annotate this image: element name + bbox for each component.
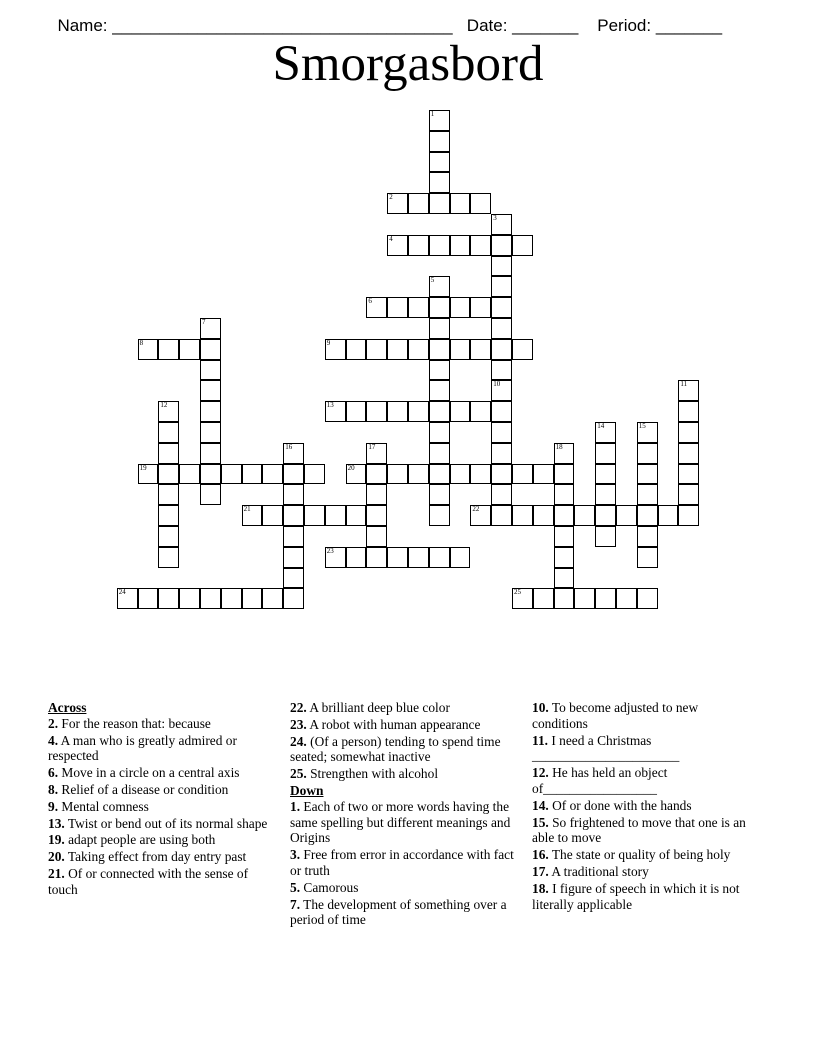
cell-number: 17 [368, 442, 376, 451]
grid-cell[interactable] [533, 464, 554, 485]
cell-number: 10 [493, 380, 501, 389]
grid-cell[interactable] [637, 547, 658, 568]
grid-cell[interactable] [450, 339, 471, 360]
grid-cell[interactable] [429, 110, 450, 131]
grid-cell[interactable] [304, 505, 325, 526]
page-title: Smorgasbord [272, 36, 544, 92]
grid-cell[interactable] [491, 318, 512, 339]
grid-cell[interactable] [346, 401, 367, 422]
grid-cell[interactable] [346, 505, 367, 526]
grid-cell[interactable] [491, 214, 512, 235]
grid-cell[interactable] [200, 339, 221, 360]
down-clue [532, 733, 757, 765]
grid-cell[interactable] [554, 484, 575, 505]
clue-number: 22. [290, 700, 307, 715]
clue-number: 1. [290, 798, 301, 814]
grid-cell[interactable] [491, 422, 512, 443]
across-clue [48, 765, 273, 781]
grid-cell[interactable] [408, 401, 429, 422]
grid-cell[interactable] [158, 443, 179, 464]
grid-cell[interactable] [429, 235, 450, 256]
clue-number: 16. [532, 847, 549, 863]
grid-cell[interactable] [304, 464, 325, 485]
down-heading: Down [290, 782, 324, 798]
grid-cell[interactable] [387, 193, 408, 214]
grid-cell[interactable] [533, 588, 554, 609]
grid-cell[interactable] [158, 526, 179, 547]
clue-number: 11. [532, 732, 548, 748]
cell-number: 3 [493, 214, 497, 222]
grid-cell[interactable] [450, 401, 471, 422]
grid-cell[interactable] [325, 547, 346, 568]
grid-cell[interactable] [491, 256, 512, 277]
grid-cell[interactable] [554, 505, 575, 526]
clue-number: 9. [48, 798, 59, 814]
cell-number: 7 [202, 318, 206, 326]
cell-number: 15 [638, 422, 646, 430]
grid-cell[interactable] [450, 464, 471, 485]
clue-text: He has held an object of_________________ [532, 765, 668, 796]
cell-number: 25 [514, 588, 521, 597]
grid-cell[interactable] [637, 464, 658, 485]
clue-text: Each of two or more words having the same spelling but different meanings and Origins [290, 798, 511, 846]
grid-cell[interactable] [117, 588, 138, 609]
cell-number: 1 [430, 110, 435, 118]
name-label: Name: [57, 16, 113, 35]
clue-number: 23. [290, 716, 307, 732]
across-clue [48, 799, 273, 815]
grid-cell[interactable] [470, 401, 491, 422]
clue-text: To become adjusted to new conditions [532, 700, 699, 731]
grid-cell[interactable] [678, 464, 699, 485]
period-blank[interactable]: _______ [655, 16, 723, 35]
grid-cell[interactable] [262, 464, 283, 485]
clue-text: (Of a person) tending to spend time seated; somewhat inactive [290, 733, 501, 765]
clue-text: A traditional story [551, 863, 649, 879]
grid-cell[interactable] [242, 464, 263, 485]
clue-number: 24. [290, 733, 307, 749]
cell-number: 8 [139, 338, 144, 347]
down-clue [290, 799, 515, 846]
clue-text: Mental comness [61, 798, 149, 814]
grid-cell[interactable] [678, 422, 699, 443]
grid-cell[interactable] [429, 193, 450, 214]
clue-number: 8. [48, 781, 59, 797]
grid-cell[interactable] [470, 297, 491, 318]
grid-cell[interactable] [470, 464, 491, 485]
across-clue [48, 832, 273, 848]
grid-cell[interactable] [200, 484, 221, 505]
clue-number: 18. [532, 880, 549, 896]
grid-cell[interactable] [429, 464, 450, 485]
grid-cell[interactable] [200, 360, 221, 381]
grid-cell[interactable] [595, 526, 616, 547]
grid-cell[interactable] [262, 505, 283, 526]
grid-cell[interactable] [138, 464, 159, 485]
grid-cell[interactable] [346, 547, 367, 568]
grid-cell[interactable] [678, 484, 699, 505]
grid-cell[interactable] [637, 422, 658, 443]
clue-number: 20. [48, 849, 65, 865]
grid-cell[interactable] [616, 505, 637, 526]
grid-cell[interactable] [283, 526, 304, 547]
clue-text: For the reason that: because [61, 715, 211, 731]
clue-text: The state or quality of being holy [551, 847, 731, 863]
grid-cell[interactable] [179, 464, 200, 485]
grid-cell[interactable] [470, 193, 491, 214]
grid-cell[interactable] [554, 464, 575, 485]
grid-cell[interactable] [158, 422, 179, 443]
across-clue [48, 866, 273, 898]
grid-cell[interactable] [283, 588, 304, 609]
clue-text: A brilliant deep blue color [309, 700, 450, 715]
grid-cell[interactable] [429, 172, 450, 193]
cell-number: 9 [326, 338, 331, 347]
grid-cell[interactable] [158, 547, 179, 568]
grid-cell[interactable] [179, 588, 200, 609]
clue-text: So frightened to move that one is an able to move [532, 814, 746, 846]
grid-cell[interactable] [325, 401, 346, 422]
grid-cell[interactable] [678, 380, 699, 401]
clue-number: 25. [290, 766, 307, 782]
clue-number: 14. [532, 797, 549, 813]
grid-cell[interactable] [637, 526, 658, 547]
grid-cell[interactable] [429, 380, 450, 401]
grid-cell[interactable] [408, 235, 429, 256]
grid-cell[interactable] [200, 380, 221, 401]
grid-cell[interactable] [429, 339, 450, 360]
grid-cell[interactable] [200, 588, 221, 609]
grid-cell[interactable] [429, 297, 450, 318]
grid-cell[interactable] [346, 339, 367, 360]
grid-cell[interactable] [512, 339, 533, 360]
grid-cell[interactable] [595, 464, 616, 485]
clue-text: Free from error in accordance with fact or truth [290, 847, 514, 878]
cell-number: 12 [160, 401, 168, 410]
across-clue [48, 849, 273, 865]
clue-text: A robot with human appearance [309, 716, 481, 732]
grid-cell[interactable] [429, 276, 450, 297]
across-clue [48, 733, 273, 765]
clue-text: adapt people are using both [68, 832, 216, 848]
date-label: Date: [466, 16, 513, 35]
clue-text: Relief of a disease or condition [61, 781, 229, 797]
clue-number: 21. [48, 865, 65, 881]
clue-text: A man who is greatly admired or respected [48, 732, 237, 764]
grid-cell[interactable] [158, 484, 179, 505]
grid-cell[interactable] [242, 588, 263, 609]
grid-cell[interactable] [512, 588, 533, 609]
grid-cell[interactable] [429, 401, 450, 422]
grid-cell[interactable] [450, 297, 471, 318]
grid-cell[interactable] [387, 339, 408, 360]
grid-cell[interactable] [221, 588, 242, 609]
clue-number: 4. [48, 732, 59, 748]
down-clue [532, 700, 757, 732]
down-clue [532, 815, 757, 847]
name-blank[interactable]: ____________________________________ [112, 16, 453, 35]
grid-cell[interactable] [470, 235, 491, 256]
clue-text: Move in a circle on a central axis [61, 765, 240, 781]
cell-number: 13 [326, 401, 334, 410]
grid-cell[interactable] [470, 339, 491, 360]
across-clue [290, 717, 515, 733]
grid-cell[interactable] [366, 526, 387, 547]
grid-cell[interactable] [325, 505, 346, 526]
grid-cell[interactable] [491, 297, 512, 318]
grid-cell[interactable] [200, 443, 221, 464]
grid-cell[interactable] [283, 484, 304, 505]
clue-text: Twist or bend out of its normal shape [67, 815, 268, 831]
grid-cell[interactable] [283, 568, 304, 589]
cell-number: 21 [243, 505, 251, 514]
clue-text: I need a Christmas ______________________ [532, 732, 680, 764]
clue-text: Taking effect from day entry past [67, 849, 247, 865]
grid-cell[interactable] [554, 547, 575, 568]
grid-cell[interactable] [221, 464, 242, 485]
across-clue [290, 700, 515, 716]
cell-number: 5 [430, 276, 435, 285]
grid-cell[interactable] [262, 588, 283, 609]
grid-cell[interactable] [512, 235, 533, 256]
cell-number: 16 [285, 442, 293, 451]
grid-cell[interactable] [533, 505, 554, 526]
grid-cell[interactable] [242, 505, 263, 526]
grid-cell[interactable] [200, 318, 221, 339]
grid-cell[interactable] [450, 547, 471, 568]
down-clue [532, 864, 757, 880]
grid-cell[interactable] [574, 505, 595, 526]
clue-number: 12. [532, 765, 549, 781]
grid-cell[interactable] [491, 484, 512, 505]
grid-cell[interactable] [408, 464, 429, 485]
grid-cell[interactable] [158, 588, 179, 609]
grid-cell[interactable] [637, 443, 658, 464]
grid-cell[interactable] [138, 588, 159, 609]
clue-number: 17. [532, 863, 549, 879]
grid-cell[interactable] [491, 464, 512, 485]
clue-text: Strengthen with alcohol [310, 766, 439, 782]
clue-number: 19. [48, 832, 65, 848]
grid-cell[interactable] [637, 588, 658, 609]
grid-cell[interactable] [470, 505, 491, 526]
clue-column-3 [532, 700, 757, 913]
grid-cell[interactable] [554, 526, 575, 547]
grid-cell[interactable] [491, 360, 512, 381]
grid-cell[interactable] [429, 422, 450, 443]
grid-cell[interactable] [366, 401, 387, 422]
grid-cell[interactable] [366, 339, 387, 360]
cell-number: 6 [368, 297, 372, 306]
period-label: Period: [597, 16, 656, 35]
grid-cell[interactable] [637, 484, 658, 505]
grid-cell[interactable] [429, 360, 450, 381]
cell-number: 23 [326, 546, 334, 555]
cell-number: 4 [389, 234, 393, 243]
cell-number: 11 [680, 380, 688, 389]
clue-number: 7. [290, 896, 301, 912]
clue-number: 13. [48, 815, 65, 831]
grid-cell[interactable] [200, 464, 221, 485]
grid-cell[interactable] [408, 193, 429, 214]
grid-cell[interactable] [158, 339, 179, 360]
clue-number: 15. [532, 814, 549, 830]
grid-cell[interactable] [283, 547, 304, 568]
down-clue [532, 798, 757, 814]
grid-cell[interactable] [491, 401, 512, 422]
cell-number: 14 [597, 422, 605, 430]
grid-cell[interactable] [429, 484, 450, 505]
grid-cell[interactable] [387, 547, 408, 568]
grid-cell[interactable] [450, 193, 471, 214]
date-blank[interactable]: _______ [512, 16, 579, 35]
grid-cell[interactable] [366, 547, 387, 568]
grid-cell[interactable] [158, 401, 179, 422]
clue-number: 10. [532, 700, 549, 715]
grid-cell[interactable] [366, 297, 387, 318]
grid-cell[interactable] [179, 339, 200, 360]
down-clue [290, 897, 515, 929]
across-heading: Across [48, 700, 87, 715]
grid-cell[interactable] [512, 464, 533, 485]
grid-cell[interactable] [595, 484, 616, 505]
grid-cell[interactable] [138, 339, 159, 360]
clue-number: 3. [290, 847, 301, 863]
grid-cell[interactable] [283, 505, 304, 526]
grid-cell[interactable] [491, 443, 512, 464]
down-clue [532, 847, 757, 863]
grid-cell[interactable] [491, 505, 512, 526]
grid-cell[interactable] [595, 422, 616, 443]
grid-cell[interactable] [366, 464, 387, 485]
down-clue [290, 880, 515, 896]
across-clue [48, 782, 273, 798]
grid-cell[interactable] [429, 131, 450, 152]
down-clue [532, 881, 757, 913]
grid-cell[interactable] [512, 505, 533, 526]
grid-cell[interactable] [408, 297, 429, 318]
grid-cell[interactable] [658, 505, 679, 526]
clue-text: I figure of speech in which it is not literally applicable [532, 880, 740, 912]
clue-text: Of or connected with the sense of touch [48, 865, 249, 897]
grid-cell[interactable] [429, 443, 450, 464]
grid-cell[interactable] [366, 505, 387, 526]
grid-cell[interactable] [595, 443, 616, 464]
grid-cell[interactable] [429, 318, 450, 339]
clue-text: The development of something over a period of time [290, 896, 507, 928]
across-clue [48, 716, 273, 732]
cell-number: 24 [118, 588, 126, 597]
grid-cell[interactable] [387, 235, 408, 256]
clue-column-1 [48, 700, 273, 899]
grid-cell[interactable] [325, 339, 346, 360]
grid-cell[interactable] [595, 505, 616, 526]
cell-number: 18 [555, 442, 563, 451]
grid-cell[interactable] [491, 339, 512, 360]
grid-cell[interactable] [283, 443, 304, 464]
grid-cell[interactable] [554, 443, 575, 464]
grid-cell[interactable] [595, 588, 616, 609]
grid-cell[interactable] [574, 588, 595, 609]
grid-cell[interactable] [491, 380, 512, 401]
grid-cell[interactable] [678, 443, 699, 464]
grid-cell[interactable] [450, 235, 471, 256]
grid-cell[interactable] [429, 547, 450, 568]
across-clue [48, 816, 273, 832]
across-clue [290, 766, 515, 782]
grid-cell[interactable] [283, 464, 304, 485]
grid-cell[interactable] [408, 339, 429, 360]
grid-cell[interactable] [554, 568, 575, 589]
grid-cell[interactable] [491, 235, 512, 256]
grid-cell[interactable] [429, 505, 450, 526]
clue-text: Camorous [303, 879, 359, 895]
grid-cell[interactable] [158, 505, 179, 526]
grid-cell[interactable] [637, 505, 658, 526]
down-clue [532, 765, 757, 797]
clue-number: 5. [290, 879, 301, 895]
grid-cell[interactable] [158, 464, 179, 485]
grid-cell[interactable] [200, 422, 221, 443]
clue-number: 6. [48, 765, 59, 781]
grid-cell[interactable] [554, 588, 575, 609]
grid-cell[interactable] [366, 484, 387, 505]
cell-number: 2 [389, 193, 393, 202]
cell-number: 19 [139, 463, 147, 472]
clue-number: 2. [48, 715, 59, 731]
grid-cell[interactable] [366, 443, 387, 464]
grid-cell[interactable] [678, 505, 699, 526]
grid-cell[interactable] [678, 401, 699, 422]
down-clue [290, 847, 515, 879]
grid-cell[interactable] [616, 588, 637, 609]
grid-cell[interactable] [387, 464, 408, 485]
cell-number: 20 [347, 463, 355, 472]
grid-cell[interactable] [491, 276, 512, 297]
cell-number: 22 [472, 505, 480, 514]
grid-cell[interactable] [387, 297, 408, 318]
clue-column-2 [290, 700, 515, 929]
grid-cell[interactable] [429, 152, 450, 173]
clue-text: Of or done with the hands [552, 797, 692, 813]
grid-cell[interactable] [200, 401, 221, 422]
grid-cell[interactable] [346, 464, 367, 485]
across-clue [290, 734, 515, 766]
grid-cell[interactable] [408, 547, 429, 568]
grid-cell[interactable] [387, 401, 408, 422]
